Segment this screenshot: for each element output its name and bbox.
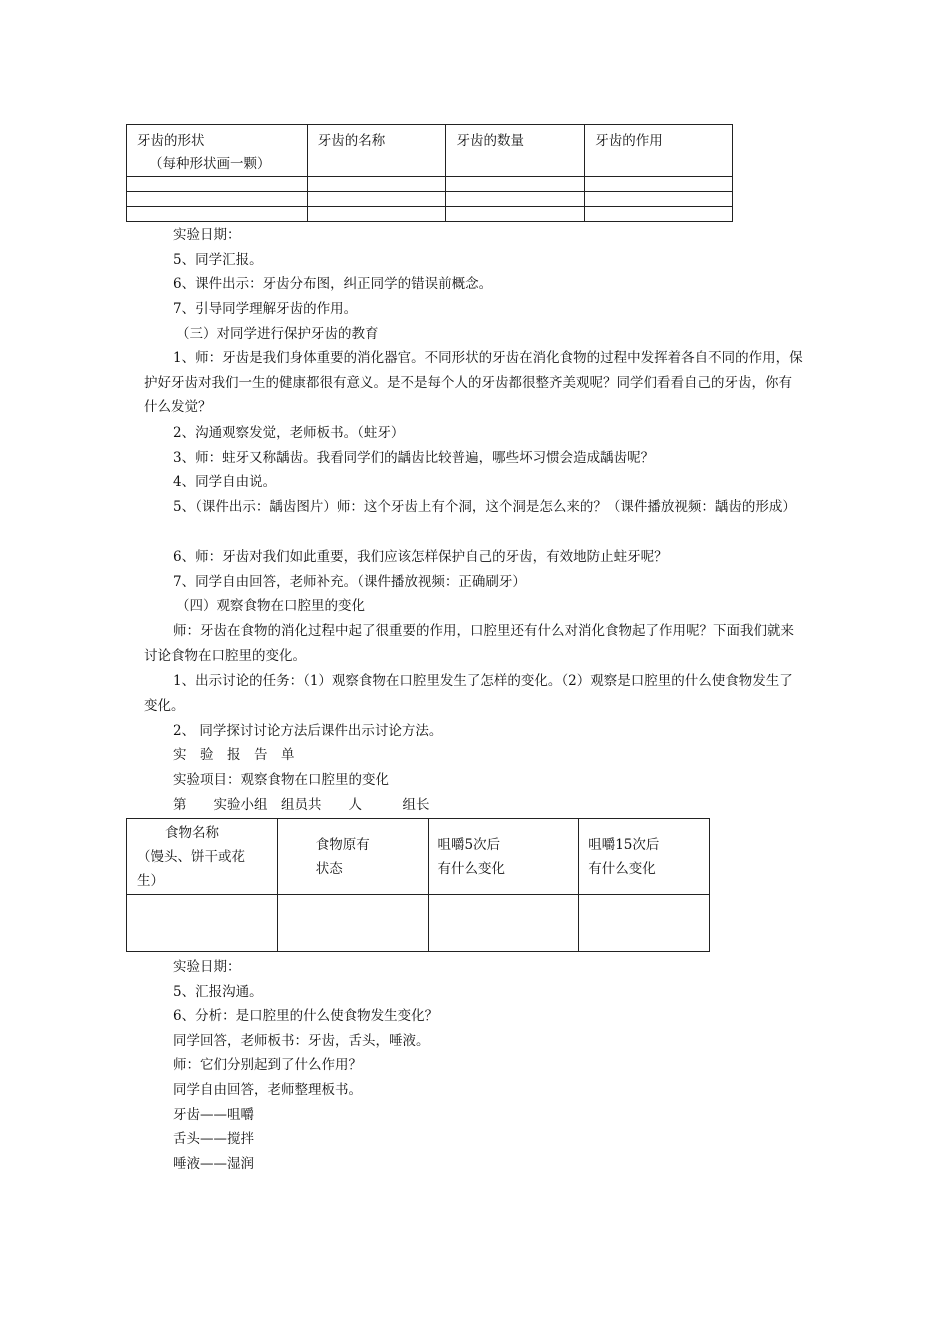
text-line: 实验项目：观察食物在口腔里的变化 (173, 772, 389, 788)
text-line: 5、汇报沟通。 (173, 984, 263, 1000)
text-line: 2、沟通观察发觉，老师板书。（蛀牙） (173, 425, 405, 441)
header-cell-count (446, 125, 585, 177)
text-line: 6、分析：是口腔里的什么使食物发生变化？ (173, 1008, 439, 1024)
text-line: 师：它们分别起到了什么作用？ (173, 1057, 362, 1073)
text-line: 同学自由回答，老师整理板书。 (173, 1082, 362, 1098)
section-heading: （三）对同学进行保护牙齿的教育 (176, 326, 379, 342)
table-row (127, 177, 733, 192)
paragraph: 师：牙齿在食物的消化过程中起了很重要的作用，口腔里还有什么对消化食物起了作用呢？下面我们就来讨论食物在口腔里的变化。 (144, 623, 794, 664)
table-row (127, 192, 733, 207)
table-cell (585, 207, 733, 222)
table-row (127, 207, 733, 222)
table-cell (127, 207, 308, 222)
header-cell-chew-5 (428, 819, 579, 895)
text-line: 舌头——搅拌 (173, 1131, 254, 1147)
header-text: 咀嚼5次后 (437, 837, 501, 853)
table-cell (277, 895, 428, 952)
header-text: 咀嚼15次后 (588, 837, 660, 853)
paragraph: 5、（课件出示：龋齿图片）师：这个牙齿上有个洞，这个洞是怎么来的？（课件播放视频：龋齿的形成） (173, 499, 796, 515)
text-line: 7、同学自由回答，老师补充。（课件播放视频：正确刷牙） (173, 574, 526, 590)
table-cell (127, 192, 308, 207)
header-text: 有什么变化 (437, 861, 506, 877)
table-row (127, 895, 710, 952)
food-observation-table (126, 818, 710, 952)
text-line: 实验日期： (173, 959, 241, 975)
teeth-observation-table (126, 124, 733, 222)
table-cell (307, 207, 446, 222)
table-cell (307, 192, 446, 207)
header-cell-original-state (277, 819, 428, 895)
header-cell-function (585, 125, 733, 177)
header-text: （每种形状画一颗） (149, 156, 271, 172)
text-line: 实验日期： (173, 227, 241, 243)
table-cell (127, 895, 278, 952)
table-cell (585, 177, 733, 192)
text-line: 5、同学汇报。 (173, 252, 263, 268)
table-cell (127, 177, 308, 192)
header-text: 食物原有 (315, 837, 370, 853)
header-text: 牙齿的作用 (595, 133, 663, 149)
paragraph: 1、师：牙齿是我们身体重要的消化器官。不同形状的牙齿在消化食物的过程中发挥着各自不同的作用，保护好牙齿对我们一生的健康都很有意义。是不是每个人的牙齿都很整齐美观呢？同学们看看自己的牙齿，你有什么发觉？ (144, 350, 803, 415)
header-text: （馒头、饼干或花 (137, 849, 245, 865)
header-text: 状态 (315, 861, 343, 877)
header-cell-name (307, 125, 446, 177)
text-line: 6、师：牙齿对我们如此重要，我们应该怎样保护自己的牙齿，有效地防止蛀牙呢？ (173, 549, 668, 565)
text-line: 第 实验小组 组员共 人 组长 (173, 797, 430, 813)
header-text: 有什么变化 (588, 861, 656, 877)
header-text: 牙齿的数量 (456, 133, 524, 149)
table-cell (446, 177, 585, 192)
text-line: 4、同学自由说。 (173, 474, 277, 490)
table-cell (579, 895, 710, 952)
text-line: 同学回答，老师板书：牙齿，舌头，唾液。 (173, 1033, 430, 1049)
table-cell (446, 192, 585, 207)
table-cell (307, 177, 446, 192)
text-line: 唾液——湿润 (173, 1156, 254, 1172)
text-line: 3、师：蛀牙又称龋齿。我看同学们的龋齿比较普遍，哪些坏习惯会造成龋齿呢？ (173, 450, 655, 466)
report-title: 实 验 报 告 单 (173, 747, 295, 763)
header-cell-food (127, 819, 278, 895)
paragraph: 1、出示讨论的任务：（1）观察食物在口腔里发生了怎样的变化。（2）观察是口腔里的什么使食物发生了变化。 (144, 673, 793, 714)
header-text: 食物名称 (165, 825, 219, 841)
text-line: 牙齿——咀嚼 (173, 1107, 254, 1123)
table-header-row (127, 819, 710, 895)
header-text: 牙齿的形状 (137, 133, 205, 149)
text-line: 7、引导同学理解牙齿的作用。 (173, 301, 358, 317)
table-cell (428, 895, 579, 952)
header-text: 生） (137, 873, 164, 889)
table-cell (446, 207, 585, 222)
text-line: 2、 同学探讨讨论方法后课件出示讨论方法。 (173, 723, 443, 739)
table-header-row (127, 125, 733, 177)
header-text: 牙齿的名称 (317, 133, 386, 149)
table-cell (585, 192, 733, 207)
header-cell-shape (127, 125, 308, 177)
header-cell-chew-15 (579, 819, 710, 895)
text-line: 6、课件出示：牙齿分布图，纠正同学的错误前概念。 (173, 276, 493, 292)
section-heading: （四）观察食物在口腔里的变化 (176, 598, 365, 614)
